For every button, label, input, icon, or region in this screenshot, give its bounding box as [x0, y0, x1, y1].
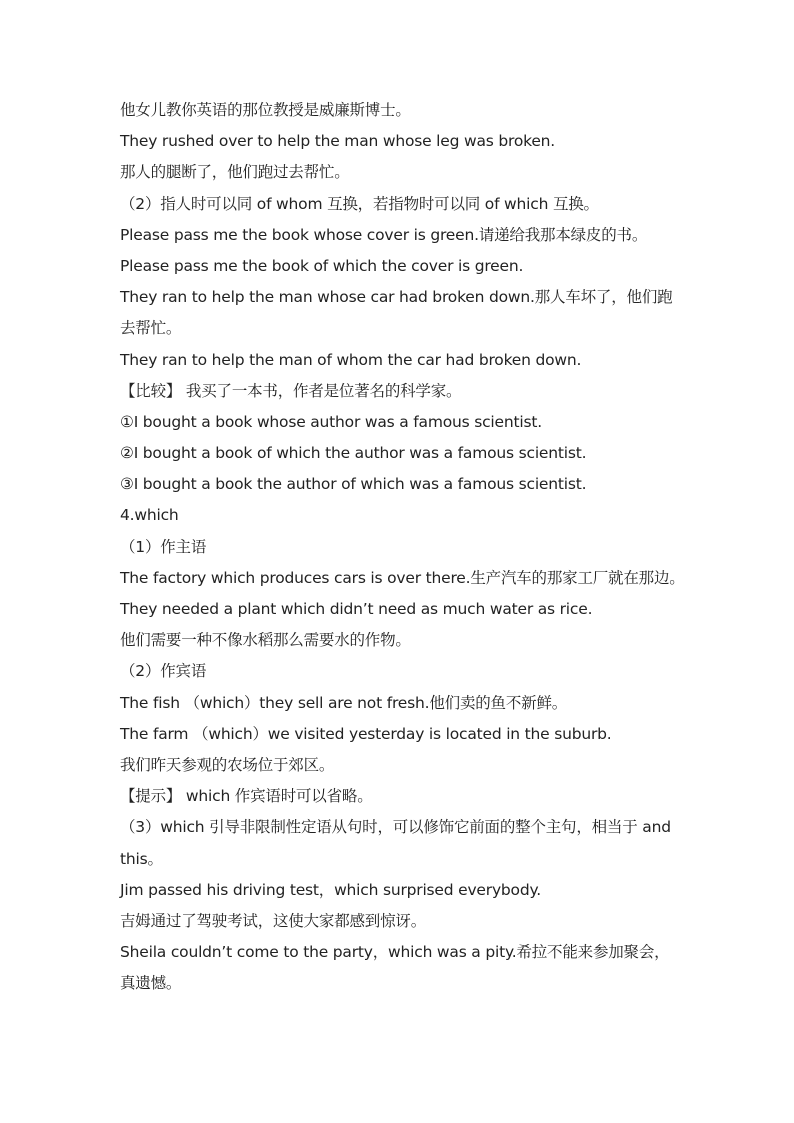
- text-line: They needed a plant which didn’t need as much water as rice.: [120, 600, 593, 618]
- text-line: 他们需要一种不像水稻那么需要水的作物。: [120, 631, 411, 650]
- text-line: The factory which produces cars is over there.生产汽车的那家工厂就在那边。: [120, 568, 685, 587]
- section-heading: 4.which: [120, 506, 179, 525]
- text-line: 去帮忙。: [120, 319, 182, 338]
- text-line: 我们昨天参观的农场位于郊区。: [120, 755, 335, 774]
- text-line: They ran to help the man of whom the car had broken down.: [120, 350, 582, 369]
- text-line: The fish （which）they sell are not fresh.他们卖的鱼不新鲜。: [120, 693, 568, 712]
- text-line: The farm （which）we visited yesterday is located in the suburb.: [120, 724, 612, 743]
- text-line: ①I bought a book whose author was a famous scientist.: [120, 412, 542, 431]
- text-line: （1）作主语: [120, 537, 207, 556]
- text-line: 吉姆通过了驾驶考试，这使大家都感到惊讶。: [120, 911, 427, 930]
- text-line: 真遗憾。: [120, 974, 182, 993]
- text-line: ②I bought a book of which the author was a famous scientist.: [120, 444, 587, 463]
- text-line: Jim passed his driving test，which surprised everybody.: [120, 880, 541, 899]
- text-line: Please pass me the book of which the cover is green.: [120, 256, 524, 275]
- text-line: （2）作宾语: [120, 662, 207, 681]
- text-line: ③I bought a book the author of which was a famous scientist.: [120, 475, 587, 494]
- text-line: this。: [120, 849, 163, 868]
- text-line: 那人的腿断了，他们跑过去帮忙。: [120, 163, 350, 182]
- text-line: Please pass me the book whose cover is green.请递给我那本绿皮的书。: [120, 225, 648, 244]
- text-line: They ran to help the man whose car had broken down.那人车坏了，他们跑: [120, 288, 673, 307]
- document-body: [120, 95, 700, 999]
- text-line: （2）指人时可以同 of whom 互换，若指物时可以同 of which 互换。: [120, 194, 599, 213]
- text-line: Sheila couldn’t come to the party，which was a pity.希拉不能来参加聚会，: [120, 943, 670, 962]
- text-line: They rushed over to help the man whose leg was broken.: [120, 132, 556, 151]
- text-line: 【提示】 which 作宾语时可以省略。: [120, 787, 373, 806]
- text-line: （3）which 引导非限制性定语从句时，可以修饰它前面的整个主句，相当于 and: [120, 818, 671, 837]
- text-line: 【比较】 我买了一本书，作者是位著名的科学家。: [120, 381, 462, 400]
- text-line: 他女儿教你英语的那位教授是威廉斯博士。: [120, 101, 411, 119]
